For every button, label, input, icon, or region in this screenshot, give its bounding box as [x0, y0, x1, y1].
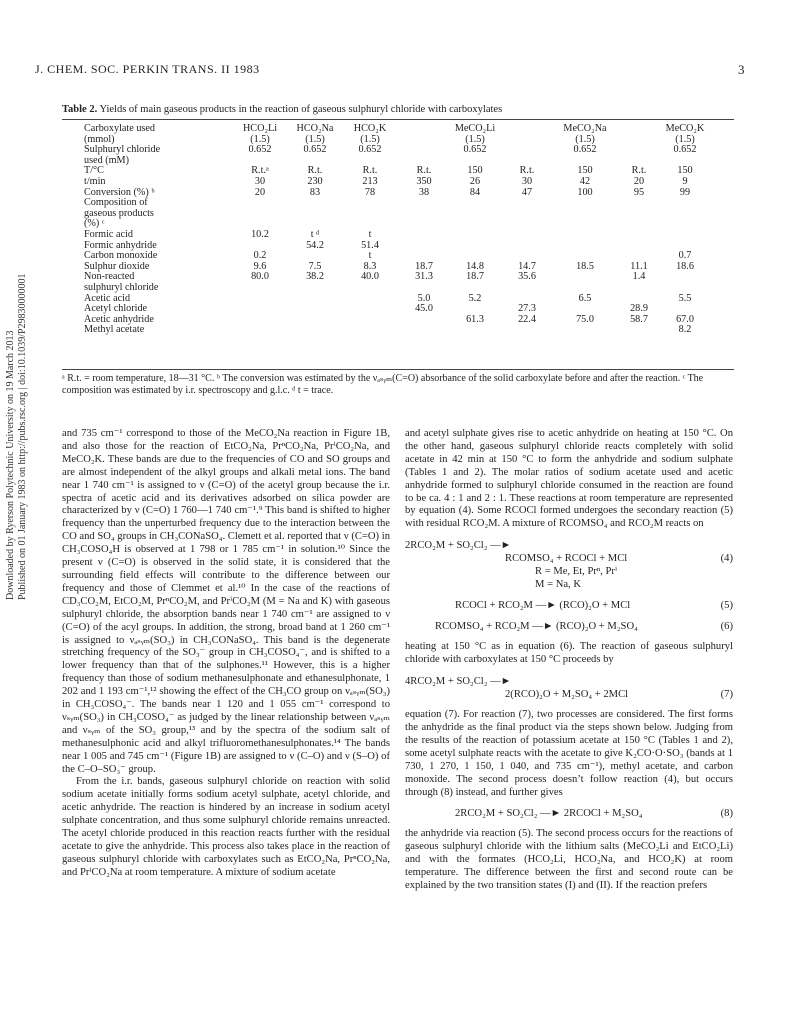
table-cell: [452, 209, 498, 220]
table-cell: [396, 315, 452, 326]
table-cell: [706, 156, 734, 167]
table-cell: [556, 198, 614, 209]
table-cell: R.t.: [519, 165, 535, 177]
table-cell: [556, 230, 614, 241]
table-cell: [706, 304, 734, 315]
table-row: [62, 315, 734, 326]
table-cell: (1.5): [575, 133, 595, 145]
table-cell: [396, 135, 452, 146]
eq5-body: RCOCl + RCO₂M —► (RCO)₂O + MCl: [455, 600, 631, 612]
table-cell: [286, 325, 344, 336]
row-label: Acetic acid: [84, 292, 131, 304]
table-cell: [706, 166, 734, 177]
table-cell: [556, 283, 614, 294]
left-paragraph-2: From the i.r. bands, gaseous sulphuryl chloride on reaction with solid sodium acetate initially forms sodium acetyl sulphate, acetyl chloride, and acetic anhydride. The reaction is hindered by an increase in sodium acetyl sulphate concentration, and thus some sulphuryl chloride remains unreacted. The acetyl chloride produced in this reaction reacts further with the residual acetate to give the anhydride. This process also takes place in the reaction of gaseous sulphuryl chloride with carboxylates such as EtCO₂Na, PrⁿCO₂Na, and PrⁱCO₂Na at room temperature. A mixture of sodium acetate: [62, 776, 390, 878]
table-cell: [664, 283, 706, 294]
table-cell: [614, 135, 664, 146]
table-cell: 75.0: [576, 313, 594, 325]
table-cell: [396, 124, 452, 135]
table-cell: 30: [521, 175, 533, 187]
table-cell: [234, 209, 286, 220]
table-cell: [498, 198, 556, 209]
table-cell: [344, 315, 396, 326]
table-cell: [498, 283, 556, 294]
table-cell: 5.0: [417, 292, 431, 304]
table-cell: 20: [254, 186, 266, 198]
table-row: [62, 135, 734, 146]
table-cell: [664, 230, 706, 241]
table-caption-text: Yields of main gaseous products in the reaction of gaseous sulphuryl chloride with carboxylates: [99, 104, 503, 115]
table-cell: 28.9: [630, 303, 648, 315]
equation-5: [405, 599, 733, 612]
table-cell: [234, 283, 286, 294]
eq4-r-def: R = Me, Et, Prⁿ, Prⁱ: [535, 566, 618, 578]
table-row: [62, 283, 734, 294]
eq4-rhs: RCOMSO₄ + RCOCl + MCl: [505, 553, 628, 565]
equation-8: [405, 807, 733, 820]
eq7-rhs: 2(RCO)₂O + M₂SO₄ + 2MCl: [505, 689, 629, 701]
eq6-body: RCOMSO₄ + RCO₂M —► (RCO)₂O + M₂SO₄: [435, 621, 638, 633]
table-cell: 45.0: [415, 303, 433, 315]
table-cell: [706, 315, 734, 326]
table-cell: [706, 198, 734, 209]
equation-6: [405, 620, 733, 633]
table-cell: R.t.ᵃ: [251, 165, 269, 177]
table-cell: (1.5): [250, 133, 270, 145]
table-cell: 7.5: [308, 260, 322, 272]
table-cell: [498, 124, 556, 135]
table-cell: [556, 209, 614, 220]
table-cell: R.t.: [631, 165, 647, 177]
table-cell: [234, 325, 286, 336]
table-cell: 18.6: [676, 260, 694, 272]
table-cell: (1.5): [360, 133, 380, 145]
row-label: (mmol): [84, 133, 115, 145]
table-cell: [286, 283, 344, 294]
table-cell: 40.0: [361, 271, 379, 283]
table-cell: [556, 241, 614, 252]
table-cell: 27.3: [518, 303, 536, 315]
row-label: sulphuryl chloride: [84, 281, 159, 293]
table-cell: [286, 315, 344, 326]
row-label: Carbon monoxide: [84, 250, 158, 262]
right-paragraph-3: equation (7). For reaction (7), two processes are considered. The first forms the anhydride as the final product via the steps shown below. Judging from the results of the reaction of potassium acetate at 150 °C (Tables 1 and 2), some acetyl sulphate reacts with the acetate to give K₂CO·O·SO₃ (bands at 1 730, 1 270, 1 150, 1 040, and 735 cm⁻¹), methyl acetate, and carbon monoxide. The second process doesn’t follow reaction (4), but occurs through (8) instead, and further gives: [405, 709, 733, 798]
table-footnote: ᵃ R.t. = room temperature, 18—31 °C. ᵇ The conversion was estimated by the νₐₛᵧₘ(C=O) absorbance of the solid carboxylate before and after the reaction. ᶜ The composition was estimated by i.r. spectroscopy and g.l.c. ᵈ t = trace.: [62, 373, 704, 396]
table-cell: [706, 241, 734, 252]
table-cell: [396, 241, 452, 252]
table-cell: [344, 294, 396, 305]
table-cell: [396, 198, 452, 209]
table-cell: 0.652: [358, 144, 382, 156]
table-cell: 230: [307, 175, 323, 187]
table-cell: [498, 145, 556, 156]
table-cell: [452, 241, 498, 252]
table-cell: 0.652: [248, 144, 272, 156]
table-cell: (1.5): [465, 133, 485, 145]
table-cell: [706, 251, 734, 262]
table-cell: 5.2: [468, 292, 482, 304]
table-cell: [396, 283, 452, 294]
eq7-number: (7): [720, 689, 733, 701]
table-cell: [706, 230, 734, 241]
table-cell: 26: [469, 175, 481, 187]
table-cell: [556, 219, 614, 230]
table-cell: 0.652: [573, 144, 597, 156]
row-label: Acetic anhydride: [84, 313, 154, 325]
right-paragraph-4: the anhydride via reaction (5). The second process occurs for the reactions of gaseous sulphuryl chloride with the lithium salts (MeCO₂Li and EtCO₂Li) and with the formates (HCO₂Li, HCO₂Na, and HCO₂K) at room temperature. The difference between the first and second route can be explained by the two transition states (I) and (II). If the reaction prefers: [405, 828, 733, 892]
table-cell: 0.652: [303, 144, 327, 156]
table-cell: 1.4: [632, 271, 646, 283]
table-cell: [614, 325, 664, 336]
table-cell: [344, 304, 396, 315]
table-cell: 18.7: [466, 271, 484, 283]
row-label: Sulphuryl chloride: [84, 144, 161, 156]
table-cell: R.t.: [416, 165, 432, 177]
table-cell: 14.8: [466, 260, 484, 272]
table-row: [62, 219, 734, 230]
table-row: [62, 230, 734, 241]
table-cell: 150: [577, 165, 593, 177]
table-cell: [614, 283, 664, 294]
table-cell: [706, 283, 734, 294]
table-cell: [344, 283, 396, 294]
table-row: [62, 325, 734, 336]
left-column: [62, 428, 390, 880]
table-cell: [234, 198, 286, 209]
table-cell: HCO₂Na: [296, 123, 334, 134]
table-caption-label: Table 2.: [62, 104, 98, 115]
journal-title: J. CHEM. SOC. PERKIN TRANS. II 1983: [35, 62, 260, 76]
table-cell: [498, 241, 556, 252]
table-cell: 8.3: [363, 260, 377, 272]
right-paragraph-2: heating at 150 °C as in equation (6). The reaction of gaseous sulphuryl chloride with carboxylates at 150 °C proceeds by: [405, 641, 733, 666]
page-number: 3: [738, 62, 745, 77]
row-label: Carboxylate used: [84, 123, 156, 134]
table-row: [62, 241, 734, 252]
eq7-lhs: 4RCO₂M + SO₂Cl₂ —►: [405, 676, 512, 688]
row-label: Methyl acetate: [84, 324, 145, 336]
table-cell: [664, 272, 706, 283]
table-cell: 10.2: [251, 228, 269, 240]
row-label: T/°C: [84, 165, 104, 177]
table-cell: [396, 209, 452, 220]
table-cell: [452, 230, 498, 241]
table-cell: [396, 230, 452, 241]
table-cell: R.t.: [307, 165, 323, 177]
table-cell: 47: [521, 186, 533, 198]
table-cell: 0.2: [253, 250, 267, 262]
table-cell: [664, 209, 706, 220]
left-paragraph-1: and 735 cm⁻¹ correspond to those of the MeCO₂Na reaction in Figure 1B, and also those for the reaction of EtCO₂Na, PrⁿCO₂Na, PrⁱCO₂Na, and MeCO₂K. These bands are due to the frequencies of CO and SO groups and are almost independent of the alkyl groups and alkali metal ions. The band near 1 740 cm⁻¹ is assigned to ν (C=O) of the acetyl group because the i.r. spectra of acetic acid and its derivatives adsorbed on silica powder are characterized by ν (C=O) 1 760—1 740 cm⁻¹.⁹ This band is shifted to higher frequency than the unperturbed frequency due to the interaction between the CO and SO₄ groups in CH₃CONaSO₄. Clemett et al. reported that ν (C=O) in CH₃COSO₄H is observed at 1 798 or 1 785 cm⁻¹ in solution.¹⁰ Since the present ν (C=O) is observed in the solid state, it is considered that the surrounding field effects will contribute to the difference between our frequency and those of Clemmet et al.¹⁰ In the case of the reactions of CD₃CO₂M, EtCO₂M, PrⁿCO₂M, and PrⁱCO₂M (M = Na and K) with gaseous sulphuryl chloride, the absorption bands near 1 740 cm⁻¹ are assigned to ν (C=O) of the acyl groups. In addition, the strong, broad band at 1 260 cm⁻¹ is assigned to νₐₛᵧₘ(SO₃) in CH₃CONaSO₄. This band is the degenerate stretching frequency of the SO₃⁻ group in CH₃COSO₄⁻, and is shifted to a lower frequency than that of the sulphones.¹¹ However, this is a higher frequency than those of sodium methanesulphonate and ethanesulphonate, 1 202 and 1 193 cm⁻¹,¹² showing the effect of the CH₃CO group on νₐₛᵧₘ(SO₃) in CH₃COSO₄⁻. The bands near 1 120 and 1 055 cm⁻¹ correspond to νₛᵧₘ(SO₃) in CH₃COSO₄⁻ as judged by the linear relationship between νₐₛᵧₘ and νₛᵧₘ of the SO₃ group,¹³ and by the spectra of the sodium salt of methanesulphonic acid and alkyl trifluoromethanesulphonates.¹⁴ The bands near 1 005 and 745 cm⁻¹ (Figure 1B) are assigned to ν (C–O) and ν (S–O) of the C–O–SO₃⁻ group.: [62, 428, 390, 775]
table-cell: 67.0: [676, 313, 694, 325]
table-cell: 14.7: [518, 260, 536, 272]
table-cell: 150: [467, 165, 483, 177]
table-cell: 9.6: [253, 260, 267, 272]
table-cell: [234, 304, 286, 315]
table-row: [62, 209, 734, 220]
table-cell: [706, 294, 734, 305]
table-cell: [396, 145, 452, 156]
table-cell: [452, 198, 498, 209]
table-cell: 35.6: [518, 271, 536, 283]
table-cell: [234, 294, 286, 305]
eq4-m-def: M = Na, K: [535, 579, 581, 591]
table-cell: [286, 294, 344, 305]
table-cell: [452, 283, 498, 294]
row-label: used (mM): [84, 154, 129, 166]
table-cell: 51.4: [361, 239, 379, 251]
table-cell: [614, 219, 664, 230]
eq4-lhs: 2RCO₂M + SO₂Cl₂ —►: [405, 540, 512, 552]
table-cell: 22.4: [518, 313, 536, 325]
table-cell: [286, 198, 344, 209]
table-cell: [498, 209, 556, 220]
table-cell: [664, 219, 706, 230]
table-cell: 99: [679, 186, 691, 198]
yields-table: [62, 124, 734, 336]
table-cell: 42: [579, 175, 591, 187]
table-cell: [706, 177, 734, 188]
table-cell: t ᵈ: [310, 228, 320, 240]
row-label: gaseous products: [84, 207, 154, 219]
table-cell: 80.0: [251, 271, 269, 283]
table-cell: 18.5: [576, 260, 594, 272]
table-cell: [498, 135, 556, 146]
row-label: Sulphur dioxide: [84, 260, 150, 272]
table-cell: [286, 304, 344, 315]
table-cell: 0.652: [463, 144, 487, 156]
equation-4: [405, 539, 733, 591]
eq5-number: (5): [720, 600, 733, 612]
table-cell: [614, 145, 664, 156]
table-cell: R.t.: [362, 165, 378, 177]
table-cell: [396, 325, 452, 336]
table-cell: [452, 219, 498, 230]
table-cell: 83: [309, 186, 321, 198]
table-cell: [556, 325, 614, 336]
table-cell: [706, 188, 734, 199]
table-cell: [498, 219, 556, 230]
table-cell: [396, 219, 452, 230]
table-cell: 0.652: [673, 144, 697, 156]
table-top-rule: [62, 119, 734, 120]
table-cell: 38.2: [306, 271, 324, 283]
table-cell: [706, 124, 734, 135]
table-cell: (1.5): [305, 133, 325, 145]
eq8-number: (8): [720, 808, 733, 820]
table-cell: 8.2: [678, 324, 692, 336]
table-cell: MeCO₂K: [665, 123, 705, 134]
row-label: Formic anhydride: [84, 239, 157, 251]
table-row: [62, 198, 734, 209]
table-cell: 95: [633, 186, 645, 198]
row-label: (%) ᶜ: [84, 218, 105, 230]
table-cell: 11.1: [630, 260, 648, 272]
eq6-number: (6): [720, 621, 733, 633]
table-cell: [664, 198, 706, 209]
table-cell: HCO₂K: [353, 123, 387, 134]
table-cell: [498, 230, 556, 241]
table-cell: t: [368, 228, 372, 240]
table-cell: 30: [254, 175, 266, 187]
table-cell: [706, 262, 734, 273]
table-cell: MeCO₂Na: [563, 123, 607, 134]
row-label: Composition of: [84, 197, 148, 209]
table-cell: [556, 272, 614, 283]
table-cell: [614, 230, 664, 241]
table-cell: [234, 315, 286, 326]
row-label: Conversion (%) ᵇ: [84, 186, 155, 198]
table-cell: 100: [577, 186, 593, 198]
table-row: [62, 124, 734, 135]
table-cell: 31.3: [415, 271, 433, 283]
eq4-number: (4): [720, 553, 733, 565]
table-cell: 61.3: [466, 313, 484, 325]
table-cell: 18.7: [415, 260, 433, 272]
table-cell: [706, 145, 734, 156]
table-cell: [498, 325, 556, 336]
table-cell: [706, 325, 734, 336]
table-cell: [706, 135, 734, 146]
doi-notice: Published on 01 January 1983 on http://pubs.rsc.org | doi:10.1039/P29830000001: [17, 273, 28, 600]
table-caption: [62, 104, 502, 115]
table-cell: 350: [416, 175, 432, 187]
table-cell: 54.2: [306, 239, 324, 251]
table-cell: 150: [677, 165, 693, 177]
table-cell: [614, 198, 664, 209]
row-label: Acetyl chloride: [84, 303, 148, 315]
table-cell: 38: [418, 186, 430, 198]
row-label: Non-reacted: [84, 271, 135, 283]
right-column: [405, 428, 733, 893]
table-cell: 9: [682, 175, 688, 187]
table-cell: (1.5): [675, 133, 695, 145]
row-label: Formic acid: [84, 228, 133, 240]
table-cell: 84: [469, 186, 481, 198]
table-cell: [344, 209, 396, 220]
table-cell: 20: [633, 175, 645, 187]
table-cell: [706, 209, 734, 220]
table-cell: [344, 198, 396, 209]
table-cell: 5.5: [678, 292, 692, 304]
table-bottom-rule: [62, 369, 734, 370]
table-cell: 0.7: [678, 250, 692, 262]
table-row: [62, 188, 734, 199]
table-cell: [614, 124, 664, 135]
table-cell: 6.5: [578, 292, 592, 304]
table-cell: [614, 209, 664, 220]
table-cell: [452, 325, 498, 336]
table-cell: [706, 272, 734, 283]
table-row: [62, 177, 734, 188]
table-cell: 58.7: [630, 313, 648, 325]
table-cell: t: [368, 250, 372, 262]
table-cell: 78: [364, 186, 376, 198]
table-cell: [614, 241, 664, 252]
table-row: [62, 145, 734, 156]
table-cell: HCO₂Li: [242, 123, 278, 134]
table-cell: [286, 209, 344, 220]
table-row: [62, 272, 734, 283]
eq8-body: 2RCO₂M + SO₂Cl₂ —► 2RCOCl + M₂SO₄: [455, 808, 643, 820]
equation-7: [405, 675, 733, 701]
row-label: t/min: [84, 175, 106, 187]
table-cell: [706, 219, 734, 230]
table-cell: 213: [362, 175, 378, 187]
right-paragraph-1: and acetyl sulphate gives rise to acetic anhydride on heating at 150 °C. On the other hand, gaseous sulphuryl chloride reacts completely with solid acetate in 42 min at 150 °C to form the anhydride and sodium sulphate (Tables 1 and 2). The molar ratios of sodium acetate used and acetic anhydride formed to sulphuryl chloride consumed in the reaction are found to be ca. 4 : 1 and 2 : 1. These reactions at room temperature are represented by equation (4). Some RCOCl formed undergoes the secondary reaction (5) with residual RCO₂M. A mixture of RCOMSO₄ and RCO₂M reacts on: [405, 428, 733, 530]
table-cell: MeCO₂Li: [454, 123, 496, 134]
table-cell: [344, 325, 396, 336]
download-notice: Downloaded by Ryerson Polytechnic University on 19 March 2013: [5, 330, 16, 600]
